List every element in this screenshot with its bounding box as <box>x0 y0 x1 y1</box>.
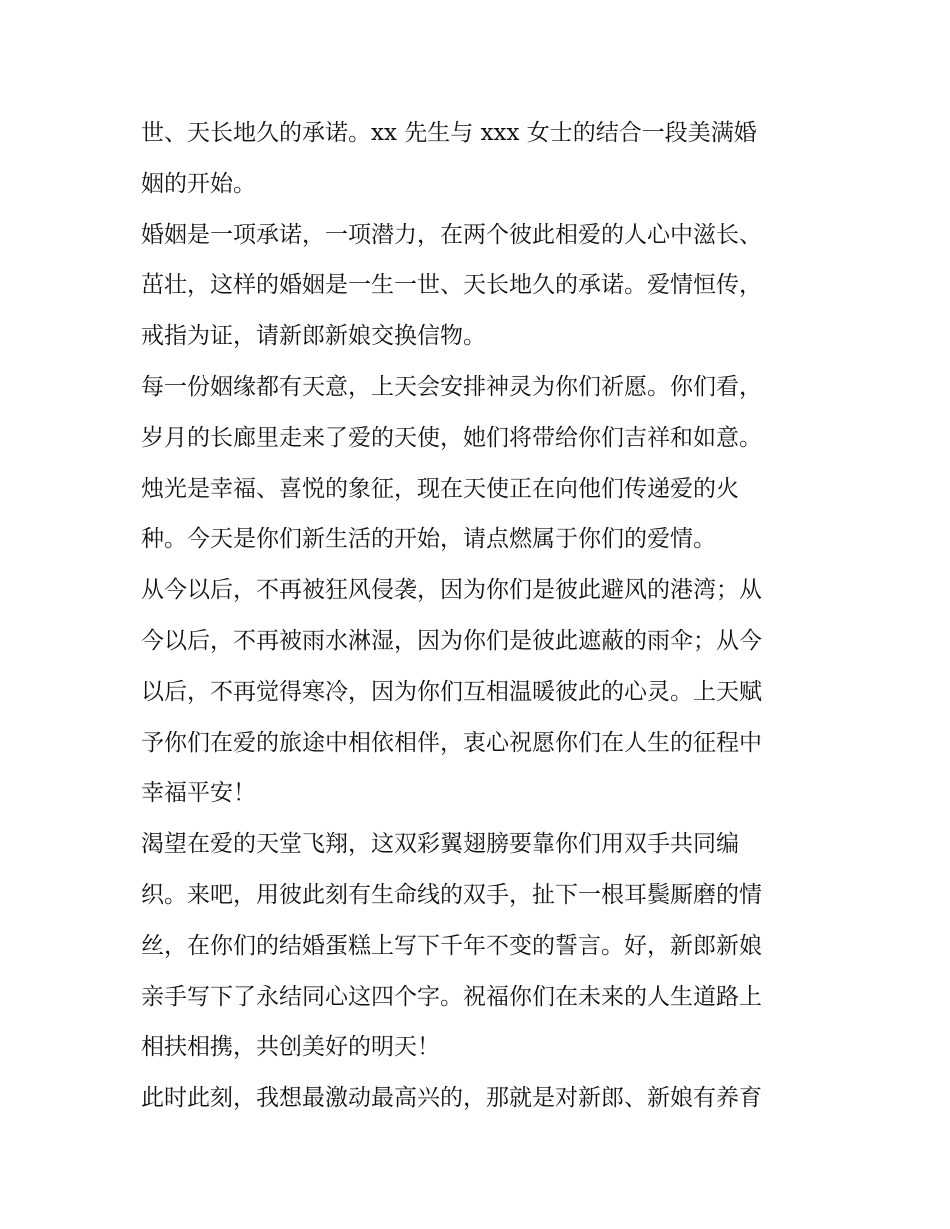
text-line: 戒指为证，请新郎新娘交换信物。 <box>141 323 486 350</box>
text-line: 世、天长地久的承诺。xx 先生与 xxx 女士的结合一段美满婚 <box>141 120 757 146</box>
text-line: 幸福平安！ <box>141 780 256 807</box>
text-line: 种。今天是你们新生活的开始，请点燃属于你们的爱情。 <box>141 526 716 553</box>
text-line: 予你们在爱的旅途中相依相伴，衷心祝愿你们在人生的征程中 <box>141 729 762 756</box>
text-line: 姻的开始。 <box>141 170 256 197</box>
text-line: 亲手写下了永结同心这四个字。祝福你们在未来的人生道路上 <box>141 983 762 1010</box>
text-line: 茁壮，这样的婚姻是一生一世、天长地久的承诺。爱情恒传， <box>141 272 762 299</box>
text-line: 渴望在爱的天堂飞翔，这双彩翼翅膀要靠你们用双手共同编 <box>141 831 739 858</box>
text-line: 从今以后，不再被狂风侵袭，因为你们是彼此避风的港湾；从 <box>141 577 762 604</box>
text-line: 岁月的长廊里走来了爱的天使，她们将带给你们吉祥和如意。 <box>141 424 762 451</box>
document-body <box>141 108 821 1124</box>
text-line: 每一份姻缘都有天意，上天会安排神灵为你们祈愿。你们看， <box>141 373 762 400</box>
text-line: 烛光是幸福、喜悦的象征，现在天使正在向他们传递爱的火 <box>141 475 739 502</box>
text-line: 以后，不再觉得寒冷，因为你们互相温暖彼此的心灵。上天赋 <box>141 678 762 705</box>
text-line: 丝，在你们的结婚蛋糕上写下千年不变的誓言。好，新郎新娘 <box>141 932 762 959</box>
text-line: 此时此刻，我想最激动最高兴的，那就是对新郎、新娘有养育 <box>141 1085 762 1112</box>
text-line: 婚姻是一项承诺，一项潜力，在两个彼此相爱的人心中滋长、 <box>141 221 762 248</box>
text-line: 今以后，不再被雨水淋湿，因为你们是彼此遮蔽的雨伞；从今 <box>141 627 762 654</box>
text-line: 相扶相携，共创美好的明天！ <box>141 1034 440 1061</box>
text-line: 织。来吧，用彼此刻有生命线的双手，扯下一根耳鬓厮磨的情 <box>141 881 762 908</box>
